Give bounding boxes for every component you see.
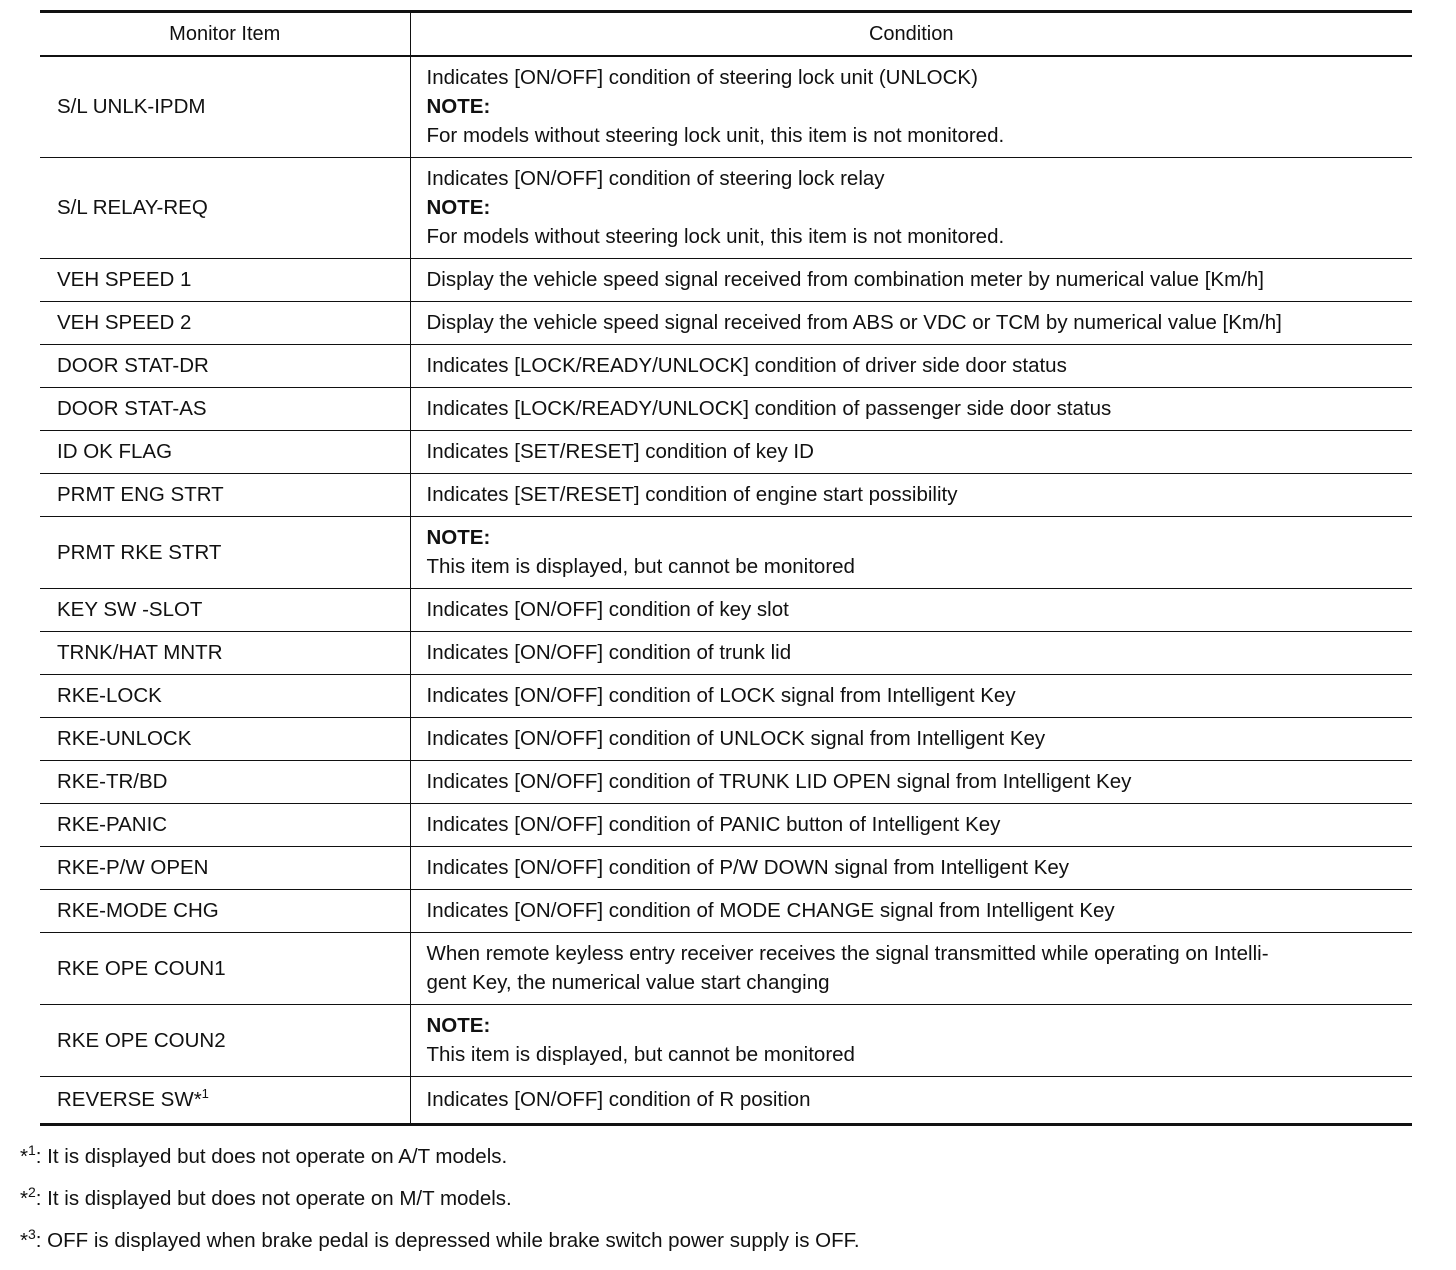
condition-text: Display the vehicle speed signal received from combination meter by numerical value [Km/h] [426, 268, 1264, 291]
monitor-item-cell [40, 674, 410, 717]
monitor-item-name: TRNK/HAT MNTR [57, 641, 223, 664]
monitor-item-name: S/L UNLK-IPDM [57, 95, 206, 119]
monitor-item-name: RKE OPE COUN1 [57, 956, 226, 980]
table-row [40, 516, 1412, 588]
condition-cell [410, 516, 1412, 588]
monitor-item-cell [40, 157, 410, 258]
condition-text: Indicates [ON/OFF] condition of R position [426, 1088, 811, 1111]
condition-cell [410, 387, 1412, 430]
monitor-item-cell [40, 387, 410, 430]
table-row [40, 56, 1412, 157]
monitor-item-cell [40, 932, 410, 1004]
condition-cell [410, 717, 1412, 760]
condition-text: Indicates [ON/OFF] condition of P/W DOWN signal from Intelligent Key [426, 856, 1070, 879]
monitor-item-name: RKE-MODE CHG [57, 899, 219, 922]
table-row [40, 387, 1412, 430]
table-row [40, 430, 1412, 473]
monitor-item-cell [40, 588, 410, 631]
document-page [20, 10, 1412, 1262]
monitor-item-cell [40, 258, 410, 301]
footnote-text: : OFF is displayed when brake pedal is depressed while brake switch power supply is OFF. [35, 1228, 860, 1252]
condition-cell [410, 430, 1412, 473]
monitor-item-cell [40, 631, 410, 674]
note-text: For models without steering lock unit, this item is not monitored. [426, 124, 1005, 148]
table-row [40, 760, 1412, 803]
table-row [40, 846, 1412, 889]
monitor-item-cell [40, 301, 410, 344]
note-label: NOTE: [426, 196, 491, 219]
condition-text: Indicates [ON/OFF] condition of TRUNK LID OPEN signal from Intelligent Key [426, 770, 1132, 793]
table-row [40, 1004, 1412, 1076]
footnote-asterisk: * [20, 1228, 28, 1252]
table-row [40, 344, 1412, 387]
monitor-item-cell [40, 889, 410, 932]
note-text: For models without steering lock unit, this item is not monitored. [426, 225, 1005, 248]
table-row [40, 301, 1412, 344]
footnote [20, 1220, 1412, 1262]
monitor-item-name: REVERSE SW* [57, 1088, 202, 1111]
note-label: NOTE: [426, 1014, 491, 1037]
condition-cell [410, 588, 1412, 631]
monitor-item-name: RKE-P/W OPEN [57, 856, 209, 879]
condition-cell [410, 1004, 1412, 1076]
condition-text: Indicates [SET/RESET] condition of engine start possibility [426, 483, 958, 506]
condition-cell [410, 157, 1412, 258]
condition-text: Indicates [LOCK/READY/UNLOCK] condition of passenger side door status [426, 397, 1112, 420]
monitor-item-name: DOOR STAT-AS [57, 397, 207, 420]
table-row [40, 932, 1412, 1004]
footnote-number: 3 [27, 1225, 36, 1242]
monitor-item-name: VEH SPEED 1 [57, 268, 192, 291]
column-header-monitor-item: Monitor Item [40, 12, 410, 57]
condition-cell [410, 301, 1412, 344]
condition-cell [410, 760, 1412, 803]
table-row [40, 717, 1412, 760]
column-header-condition: Condition [410, 12, 1412, 57]
monitor-item-name: RKE-PANIC [57, 813, 168, 836]
condition-cell [410, 1076, 1412, 1124]
table-row [40, 588, 1412, 631]
condition-cell [410, 932, 1412, 1004]
table-row [40, 674, 1412, 717]
monitor-item-name: VEH SPEED 2 [57, 311, 192, 334]
condition-cell [410, 674, 1412, 717]
footnote-asterisk: * [20, 1186, 28, 1210]
monitor-item-cell [40, 430, 410, 473]
condition-text: Indicates [SET/RESET] condition of key ID [426, 440, 814, 463]
condition-text: Indicates [ON/OFF] condition of MODE CHANGE signal from Intelligent Key [426, 899, 1115, 922]
monitor-item-name: KEY SW -SLOT [57, 598, 203, 621]
table-row [40, 258, 1412, 301]
note-label: NOTE: [426, 95, 491, 119]
condition-text: Indicates [ON/OFF] condition of trunk lid [426, 641, 792, 664]
monitor-item-name: PRMT RKE STRT [57, 540, 222, 564]
footnote-ref-superscript: 1 [201, 1086, 209, 1102]
monitor-item-cell [40, 846, 410, 889]
footnote-number: 2 [27, 1183, 36, 1200]
monitor-item-cell [40, 760, 410, 803]
monitor-item-cell [40, 473, 410, 516]
footnote [20, 1178, 1412, 1220]
monitor-item-name: ID OK FLAG [57, 440, 173, 463]
monitor-item-cell [40, 516, 410, 588]
condition-text: gent Key, the numerical value start changing [426, 971, 830, 994]
condition-text: Indicates [ON/OFF] condition of PANIC button of Intelligent Key [426, 813, 1001, 836]
monitor-item-cell [40, 56, 410, 157]
footnote [20, 1136, 1412, 1178]
table-header-row [40, 12, 1412, 57]
monitor-item-cell [40, 803, 410, 846]
condition-cell [410, 803, 1412, 846]
condition-cell [410, 56, 1412, 157]
footnote-text: : It is displayed but does not operate on A/T models. [35, 1144, 508, 1168]
condition-cell [410, 889, 1412, 932]
monitor-item-name: RKE-TR/BD [57, 770, 168, 793]
condition-cell [410, 631, 1412, 674]
table-row [40, 631, 1412, 674]
condition-cell [410, 846, 1412, 889]
table-row [40, 889, 1412, 932]
table-row [40, 1076, 1412, 1124]
condition-text: Indicates [ON/OFF] condition of UNLOCK signal from Intelligent Key [426, 727, 1046, 750]
condition-cell [410, 258, 1412, 301]
monitor-item-cell [40, 1076, 410, 1124]
monitor-item-cell [40, 344, 410, 387]
table-body [40, 56, 1412, 1124]
monitor-item-name: DOOR STAT-DR [57, 354, 209, 377]
footnote-asterisk: * [20, 1144, 28, 1168]
table-row [40, 157, 1412, 258]
monitor-item-name: S/L RELAY-REQ [57, 196, 208, 219]
footnote-text: : It is displayed but does not operate on M/T models. [35, 1186, 512, 1210]
condition-text: Indicates [ON/OFF] condition of steering lock relay [426, 167, 885, 190]
condition-text: When remote keyless entry receiver receives the signal transmitted while operating on Intelli- [426, 942, 1269, 965]
table-row [40, 473, 1412, 516]
note-text: This item is displayed, but cannot be monitored [426, 555, 855, 578]
table-row [40, 803, 1412, 846]
monitor-item-cell [40, 717, 410, 760]
condition-cell [410, 473, 1412, 516]
note-label: NOTE: [426, 526, 491, 549]
monitor-item-name: PRMT ENG STRT [57, 483, 224, 506]
condition-text: Indicates [ON/OFF] condition of key slot [426, 598, 789, 621]
condition-text: Indicates [ON/OFF] condition of steering lock unit (UNLOCK) [426, 66, 978, 90]
monitor-item-name: RKE-LOCK [57, 684, 162, 707]
monitor-item-name: RKE OPE COUN2 [57, 1028, 226, 1052]
note-text: This item is displayed, but cannot be monitored [426, 1043, 855, 1066]
monitor-item-table [40, 10, 1412, 1126]
condition-text: Indicates [LOCK/READY/UNLOCK] condition of driver side door status [426, 354, 1067, 377]
monitor-item-cell [40, 1004, 410, 1076]
condition-text: Indicates [ON/OFF] condition of LOCK signal from Intelligent Key [426, 684, 1016, 707]
condition-text: Display the vehicle speed signal received from ABS or VDC or TCM by numerical value [Km/h] [426, 311, 1282, 334]
monitor-item-name: RKE-UNLOCK [57, 727, 192, 750]
footnotes [20, 1136, 1412, 1262]
condition-cell [410, 344, 1412, 387]
footnote-number: 1 [27, 1141, 36, 1158]
